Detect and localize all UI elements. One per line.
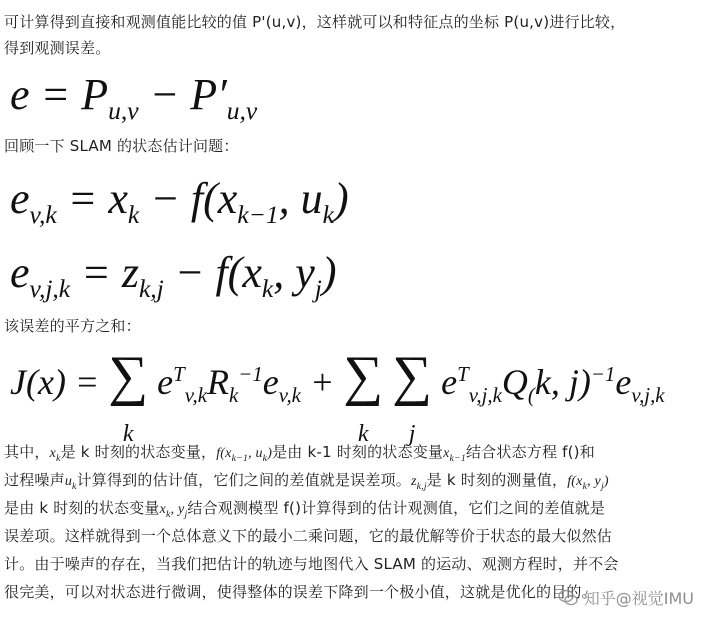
body-line-1: 其中，$x_k$是 k 时刻的状态变量，$f(x_{k-1}$, $u_k$)是由 k-1 时刻的状态变量$x_{k-1}$结合状态方程 f()和 [4,443,595,464]
body-line-2: 过程噪声$u_k$计算得到的估计值，它们之间的差值就是误差项。$z_{k,j}$是 k 时刻的测量值，$f(x_k$, $y_j$) [4,471,609,492]
watermark [558,586,694,609]
summation-k: ∑ k [108,345,149,447]
equation-observation-error: $e_{v,j,k} = z_{k,j} - f(x_k$, $y_j$) [10,248,337,303]
equation-reprojection-error: $e = P_{u,v} - P'_{u,v}$ [10,70,258,125]
body-line-6: 很完美，可以对状态进行微调，使得整体的误差下降到一个极小值，这就是优化的目的。 [4,583,597,601]
intro-line-1: 可计算得到直接和观测值能比较的值 P'(u,v)，这样就可以和特征点的坐标 P(u,v)进行比较， [4,13,626,31]
equation-cost-function: J(x) = ∑ k $e^T_{v,k}R_k^{-1}e_{v,k}$ + ∑ k ∑ j $e^T_{v,j,k}Q_(k$, $j)^{-1}e_{v,j,k}$ [10,345,665,447]
equation-motion-error: $e_{v,k} = x_k - f(x_{k-1}$, $u_k$) [10,174,349,229]
summation-k-2: ∑ k [343,345,384,447]
body-line-4: 误差项。这样就得到一个总体意义下的最小二乘问题，它的最优解等价于状态的最大似然估 [4,527,613,545]
summation-j: ∑ j [392,345,433,447]
body-line-5: 计。由于噪声的存在，当我们把估计的轨迹与地图代入 SLAM 的运动、观测方程时，并不会 [4,555,619,573]
intro-line-2: 得到观测误差。 [4,39,111,57]
body-line-3: 是由 k 时刻的状态变量$x_k$, $y_j$结合观测模型 f()计算得到的估计观测值，它们之间的差值就是 [4,499,606,520]
wechat-icon [558,589,578,607]
sum-of-squares-line: 该误差的平方之和： [4,317,141,335]
watermark-text: 知乎@视觉IMU [583,589,694,608]
slam-review-line: 回顾一下 SLAM 的状态估计问题： [4,137,239,155]
